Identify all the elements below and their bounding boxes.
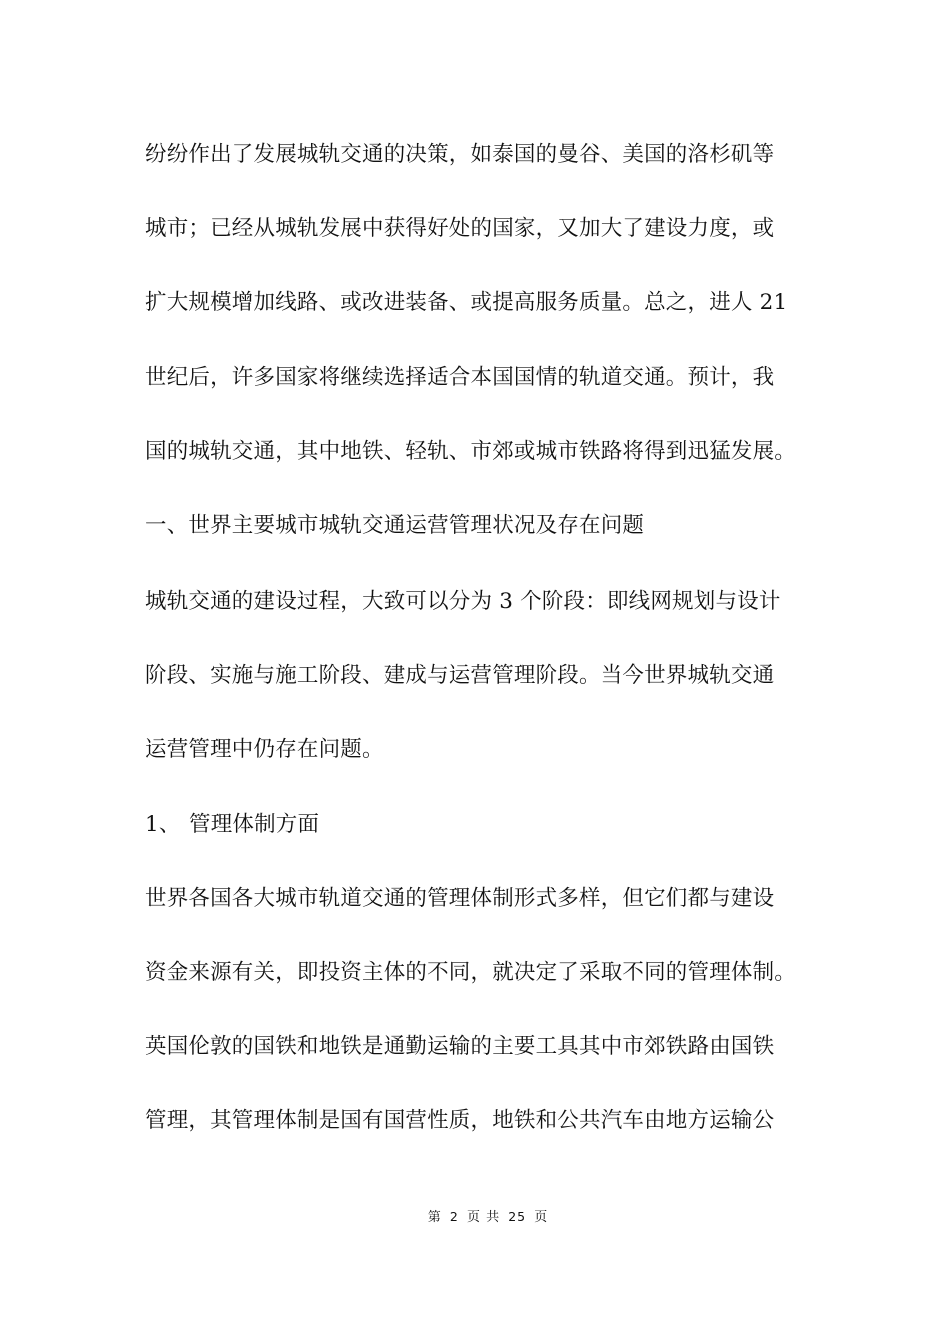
paragraph-line: 城市；已经从城轨发展中获得好处的国家，又加大了建设力度，或 <box>145 216 775 241</box>
current-page-number: 2 <box>449 1209 459 1224</box>
paragraph-line: 纷纷作出了发展城轨交通的决策，如泰国的曼谷、美国的洛杉矶等 <box>145 142 775 167</box>
paragraph-line: 城轨交通的建设过程，大致可以分为 3 个阶段：即线网规划与设计 <box>145 589 781 614</box>
paragraph-line: 资金来源有关，即投资主体的不同，就决定了采取不同的管理体制。 <box>145 960 797 985</box>
subsection-heading <box>145 810 825 840</box>
subsection-number: 1、 <box>145 812 181 837</box>
paragraph-line: 世纪后，许多国家将继续选择适合本国国情的轨道交通。预计，我 <box>145 365 775 390</box>
paragraph-line: 国的城轨交通，其中地铁、轻轨、市郊或城市铁路将得到迅猛发展。 <box>145 439 797 464</box>
subsection-title: 管理体制方面 <box>189 812 320 837</box>
paragraph-line: 世界各国各大城市轨道交通的管理体制形式多样，但它们都与建设 <box>145 886 775 911</box>
section-heading: 一、世界主要城市城轨交通运营管理状况及存在问题 <box>145 513 645 538</box>
total-pages-number: 25 <box>508 1209 527 1224</box>
footer-middle: 页 共 <box>466 1210 501 1225</box>
footer-suffix: 页 <box>534 1210 549 1225</box>
paragraph-line: 管理，其管理体制是国有国营性质，地铁和公共汽车由地方运输公 <box>145 1108 775 1133</box>
footer-prefix: 第 <box>427 1210 442 1225</box>
paragraph-line: 运营管理中仍存在问题。 <box>145 737 384 762</box>
paragraph-line: 阶段、实施与施工阶段、建成与运营管理阶段。当今世界城轨交通 <box>145 663 775 688</box>
paragraph-line: 扩大规模增加线路、或改进装备、或提高服务质量。总之，进人 21 <box>145 290 788 315</box>
page-footer <box>0 1208 950 1227</box>
paragraph-line: 英国伦敦的国铁和地铁是通勤运输的主要工具其中市郊铁路由国铁 <box>145 1034 775 1059</box>
